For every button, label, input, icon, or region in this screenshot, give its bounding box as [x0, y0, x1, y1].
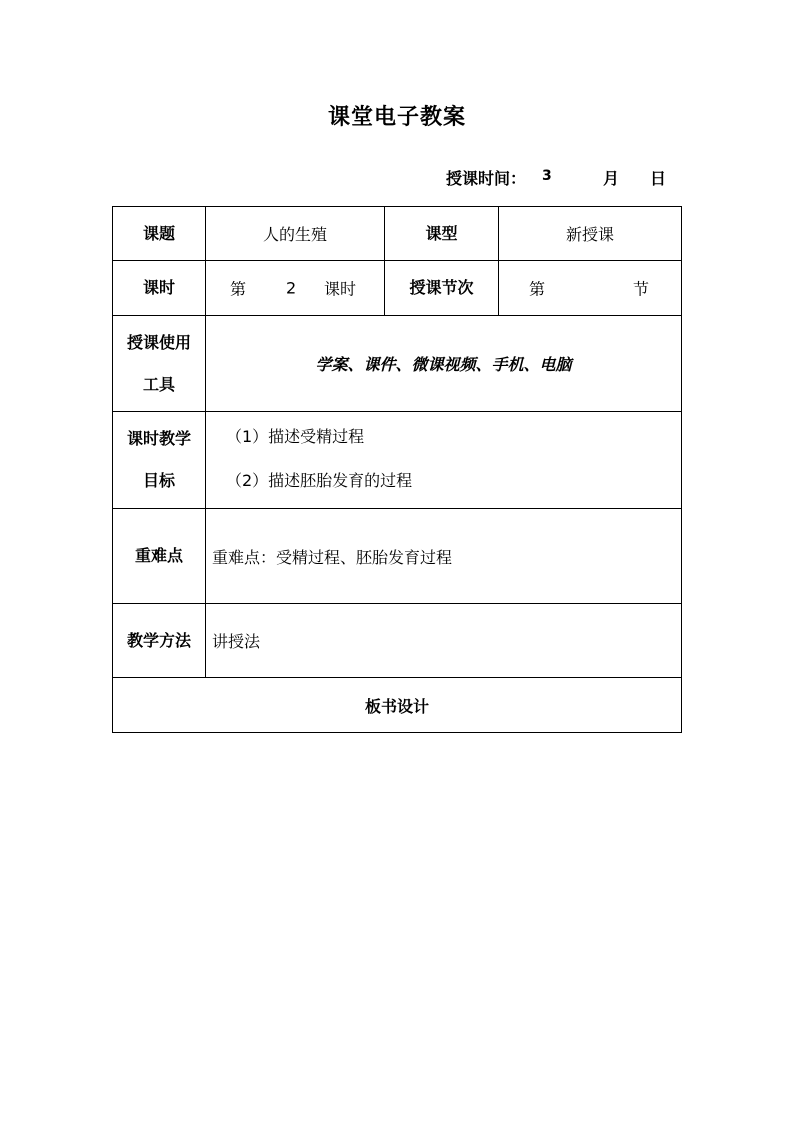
lesson-plan-table — [112, 206, 682, 733]
goals-list — [216, 412, 681, 508]
hour-number: 2 — [286, 278, 297, 298]
goals-label — [113, 412, 206, 509]
date-month-label: 月 — [603, 169, 620, 188]
page-title: 课堂电子教案 — [327, 105, 466, 130]
type-value: 新授课 — [499, 207, 682, 261]
goals-cell — [206, 412, 682, 509]
section-value-cell — [499, 261, 682, 316]
topic-label: 课题 — [113, 207, 206, 261]
date-day-label: 日 — [650, 169, 667, 188]
date-label: 授课时间： — [446, 169, 527, 188]
hour-prefix: 第 — [230, 279, 247, 299]
hour-value-cell — [206, 261, 385, 316]
method-value: 讲授法 — [206, 604, 682, 678]
topic-value: 人的生殖 — [206, 207, 385, 261]
hour-label: 课时 — [113, 261, 206, 316]
section-label: 授课节次 — [385, 261, 499, 316]
table-row — [113, 412, 682, 509]
goals-label-line1: 课时教学 — [126, 429, 191, 448]
table-row — [113, 678, 682, 733]
table-row — [113, 509, 682, 604]
type-label: 课型 — [385, 207, 499, 261]
goal-item: （1）描述受精过程 — [226, 427, 365, 446]
goal-item: （2）描述胚胎发育的过程 — [226, 471, 413, 490]
tools-label — [113, 316, 206, 412]
date-month-value: 3 — [542, 168, 552, 184]
hour-suffix: 课时 — [324, 279, 357, 299]
goals-label-line2: 目标 — [142, 471, 175, 490]
table-row — [113, 604, 682, 678]
board-design-label: 板书设计 — [113, 678, 682, 733]
key-points-value: 重难点：受精过程、胚胎发育过程 — [206, 509, 682, 604]
tools-label-line1: 授课使用 — [126, 332, 191, 352]
table-row — [113, 261, 682, 316]
tools-label-line2: 工具 — [142, 374, 175, 394]
table-row — [113, 207, 682, 261]
key-points-label: 重难点 — [113, 509, 206, 604]
table-row — [113, 316, 682, 412]
section-suffix: 节 — [633, 279, 650, 299]
section-prefix: 第 — [529, 279, 546, 299]
method-label: 教学方法 — [113, 604, 206, 678]
tools-value: 学案、课件、微课视频、手机、电脑 — [206, 316, 682, 412]
